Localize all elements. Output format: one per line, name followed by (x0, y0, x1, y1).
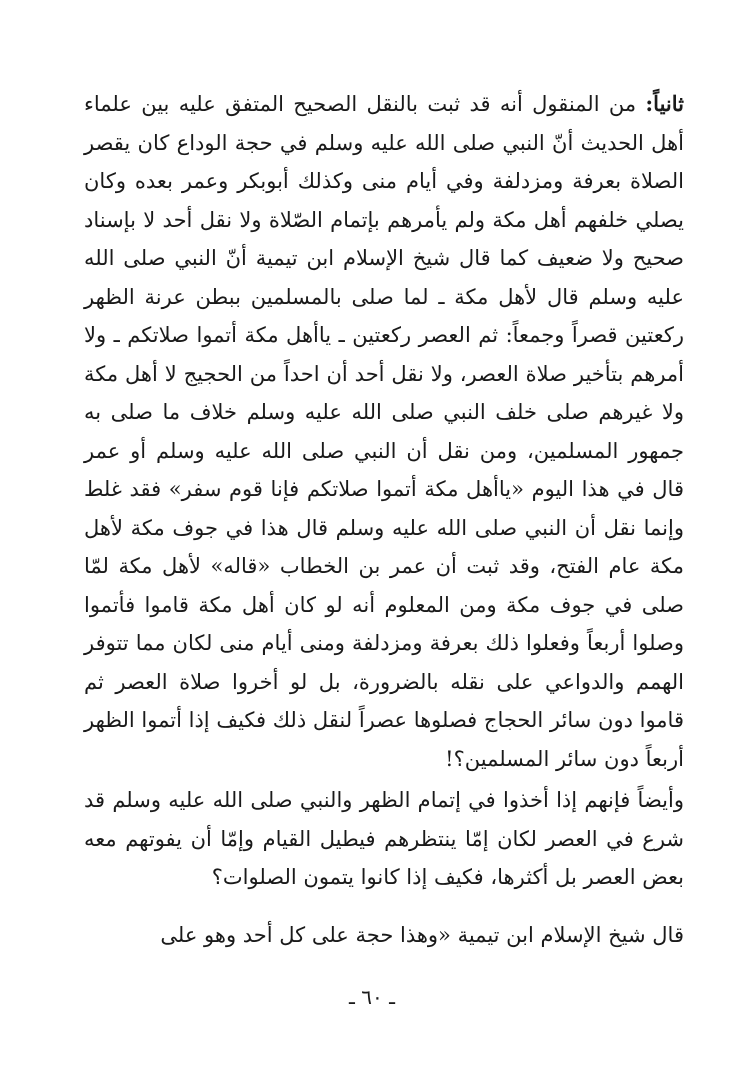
paragraph-lead: ثانياً: (645, 91, 684, 116)
paragraph-second: وأيضاً فإنهم إذا أخذوا في إتمام الظهر والنبي صلى الله عليه وسلم قد شرع في العصر لكان إمّا ينتظرهم فيطيل القيام وإمّا أن يفوتهم معه بعض العصر بل أكثرها، فكيف إذا كانوا يتمون الصلوات؟ (84, 788, 684, 889)
paragraph-main-body: من المنقول أنه قد ثبت بالنقل الصحيح المتفق عليه بين علماء أهل الحديث أنّ النبي صلى الله عليه وسلم في حجة الوداع كان يقصر الصلاة بعرفة ومزدلفة وفي أيام منى وكذلك أبوبكر وعمر بعده وكان يصلي خلفهم أهل مكة ولم يأمرهم بإتمام الصّلاة ولا نقل أحد لا بإسناد صحيح ولا ضعيف كما قال شيخ الإسلام ابن تيمية أنّ النبي صلى الله عليه وسلم قال لأهل مكة ـ لما صلى بالمسلمين ببطن عرنة الظهر ركعتين قصراً وجمعاً: ثم العصر ركعتين ـ ياأهل مكة أتموا صلاتكم ـ ولا أمرهم بتأخير صلاة العصر، ولا نقل أحد أن احداً من الحجيج لا أهل مكة ولا غيرهم صلى خلف النبي صلى الله عليه وسلم خلاف ما صلى به جمهور المسلمين، ومن نقل أن النبي صلى الله عليه وسلم أو عمر قال في هذا اليوم «ياأهل مكة أتموا صلاتكم فإنا قوم سفر» فقد غلط وإنما نقل أن النبي صلى الله عليه وسلم قال هذا في جوف مكة لأهل مكة عام الفتح، وقد ثبت أن عمر بن الخطاب «قاله» لأهل مكة لمّا صلى في جوف مكة ومن المعلوم أنه لو كان أهل مكة قاموا فأتموا وصلوا أربعاً وفعلوا ذلك بعرفة ومزدلفة ومنى أيام منى لكان مما تتوفر الهمم والدواعي على نقله بالضرورة، بل لو أخروا صلاة العصر ثم قاموا دون سائر الحجاج فصلوها عصراً لنقل ذلك فكيف إذا أتموا الظهر أربعاً دون سائر المسلمين؟! (84, 92, 684, 771)
paragraph-main (84, 85, 684, 778)
page-number: ـ ٦٠ ـ (349, 985, 395, 1009)
paragraph-third: قال شيخ الإسلام ابن تيمية «وهذا حجة على كل أحد وهو على (160, 923, 684, 947)
